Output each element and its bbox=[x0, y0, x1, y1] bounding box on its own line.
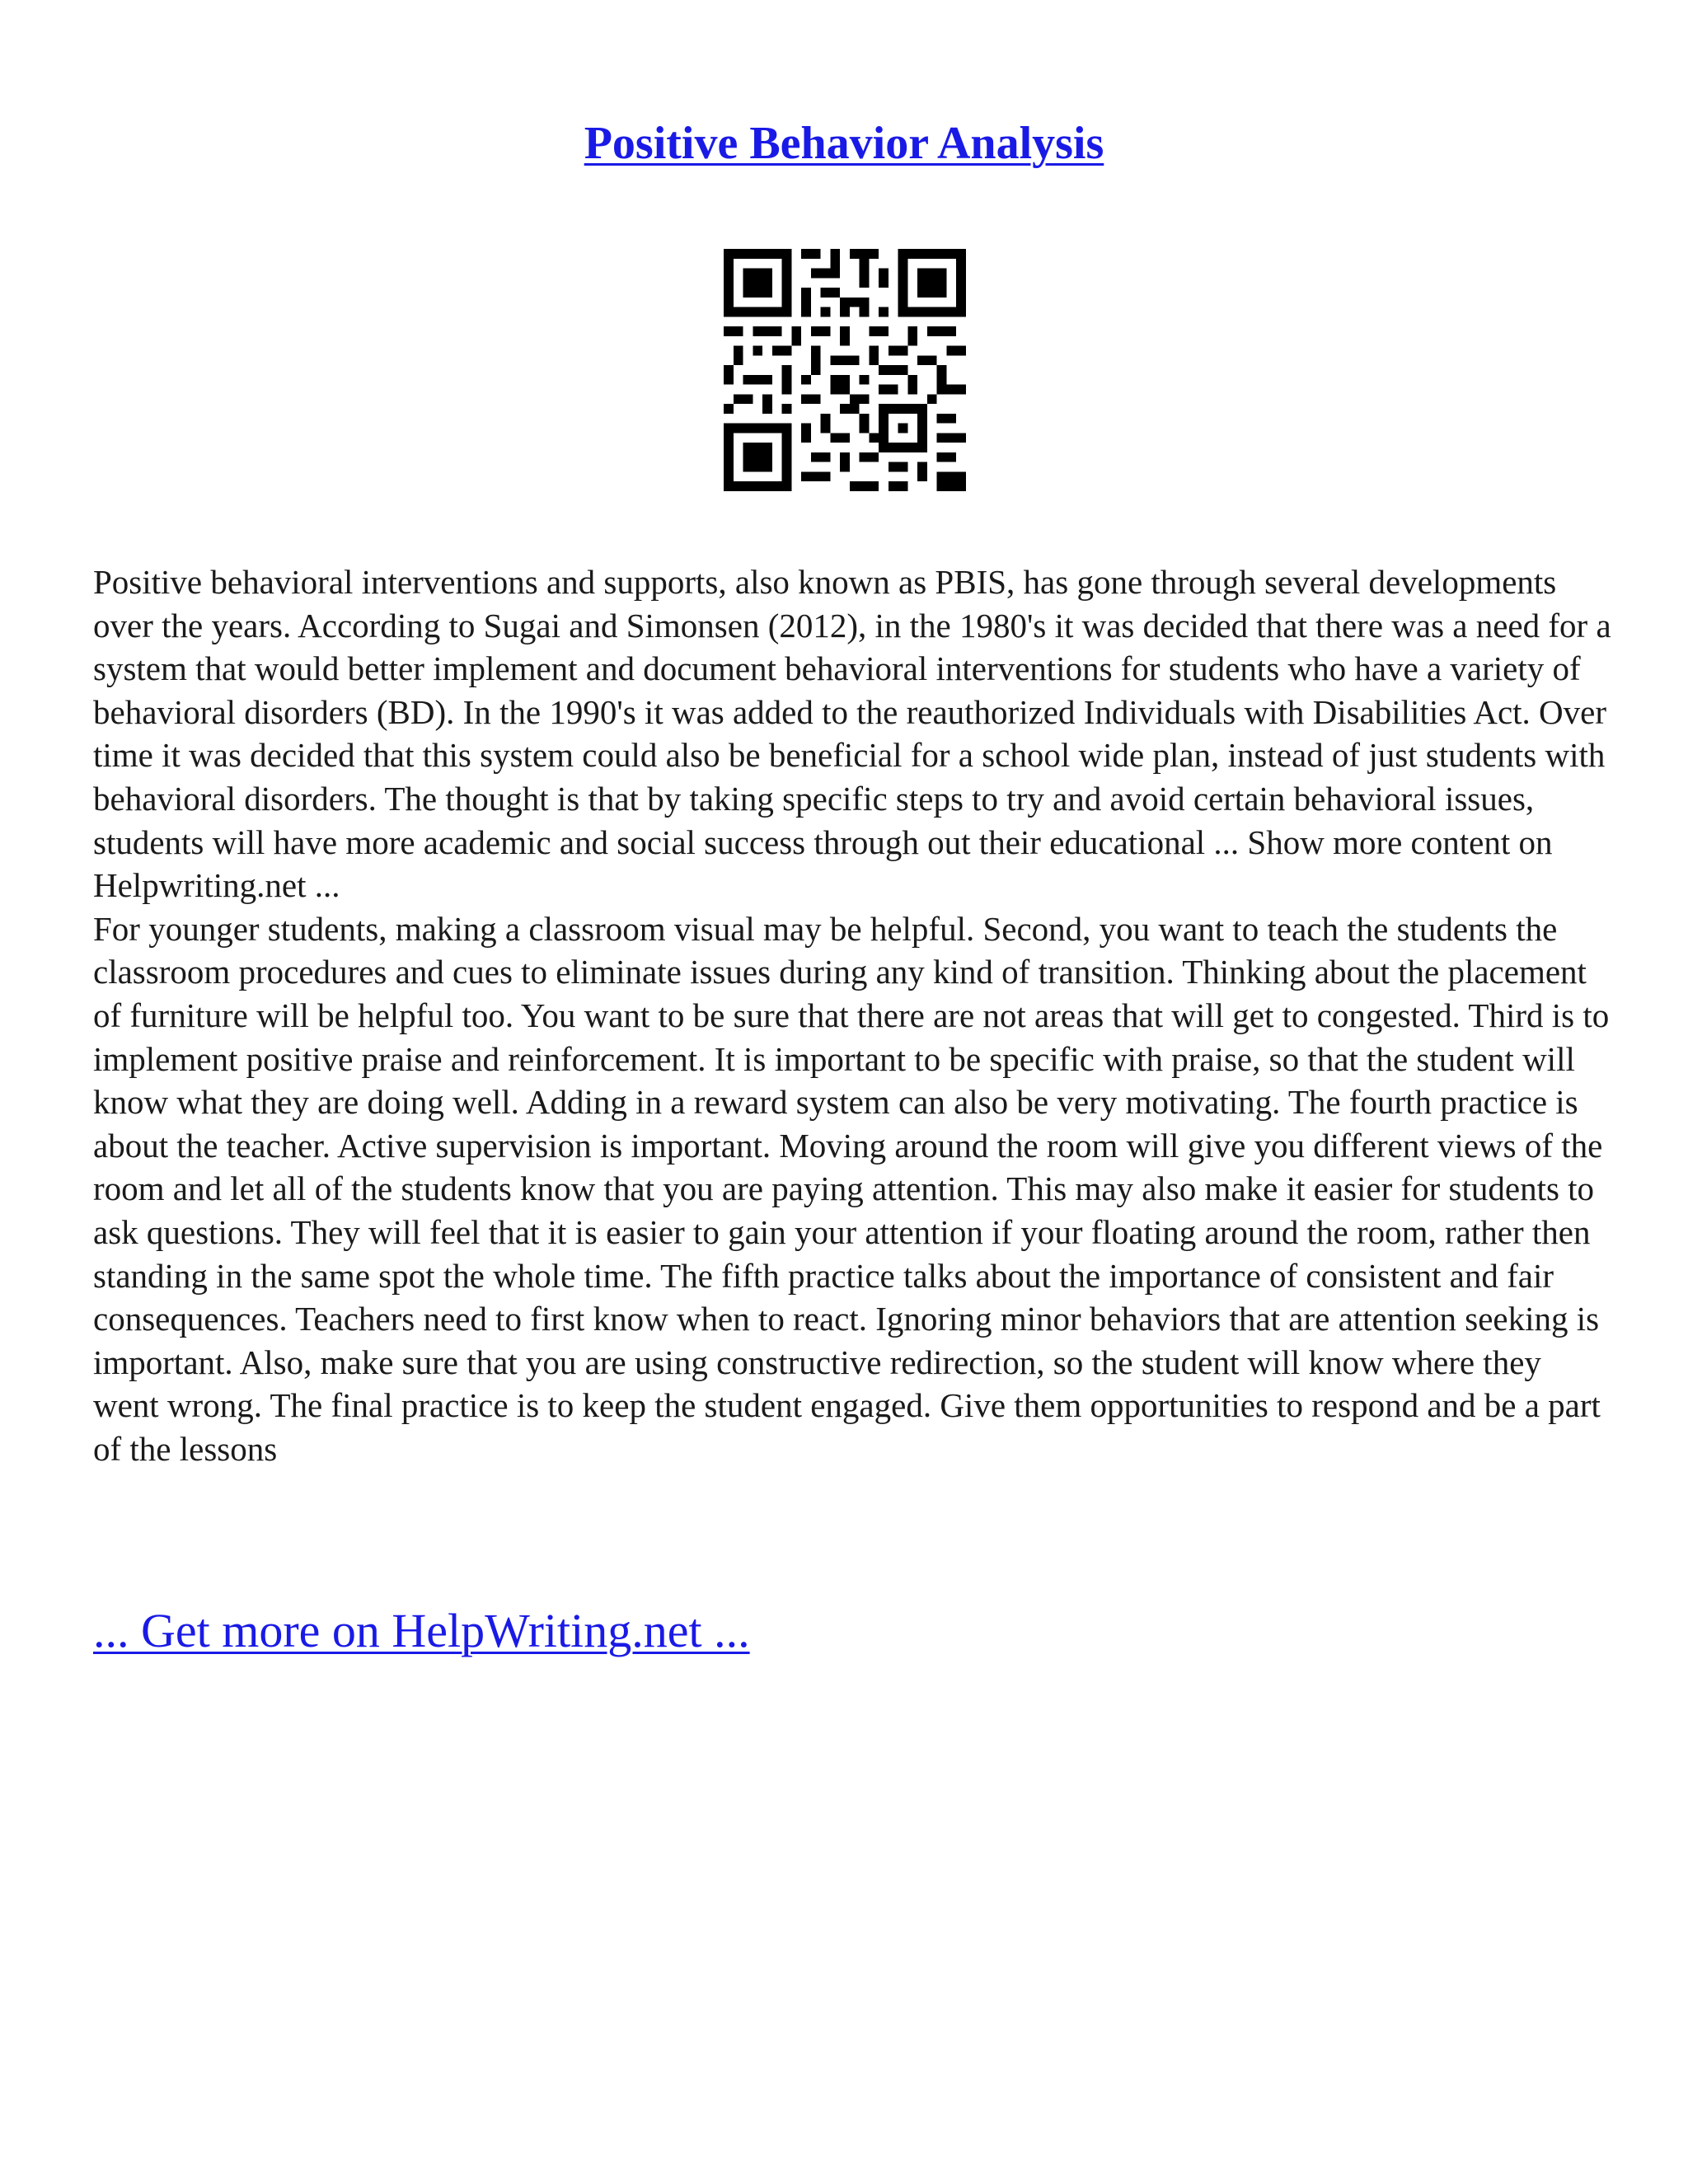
title-link[interactable]: Positive Behavior Analysis bbox=[584, 118, 1104, 169]
article-body bbox=[93, 560, 1614, 1470]
article-paragraph-1: Positive behavioral interventions and supports, also known as PBIS, has gone through several developments over the years. According to Sugai and Simonsen (2012), in the 1980's it was decided that there was a need for a system that would better implement and document behavioral interventions for students who have a variety of behavioral disorders (BD). In the 1990's it was added to the reauthorized Individuals with Disabilities Act. Over time it was decided that this system could also be beneficial for a school wide plan, instead of just students with behavioral disorders. The thought is that by taking specific steps to try and avoid certain behavioral issues, students will have more academic and social success through out their educational ... Show more content on Helpwriting.net ... bbox=[93, 563, 1611, 905]
get-more-link-container bbox=[93, 1604, 750, 1658]
qr-code-icon bbox=[724, 249, 966, 491]
get-more-link[interactable]: ... Get more on HelpWriting.net ... bbox=[93, 1604, 750, 1657]
article-paragraph-2: For younger students, making a classroom visual may be helpful. Second, you want to teach the students the classroom procedures and cues to eliminate issues during any kind of transition. Thinking about the placement of furniture will be helpful too. You want to be sure that there are not areas that will get to congested. Third is to implement positive praise and reinforcement. It is important to be specific with praise, so that the student will know what they are doing well. Adding in a reward system can also be very motivating. The fourth practice is about the teacher. Active supervision is important. Moving around the room will give you different views of the room and let all of the students know that you are paying attention. This may also make it easier for students to ask questions. They will feel that it is easier to gain your attention if your floating around the room, rather then standing in the same spot the whole time. The fifth practice talks about the importance of consistent and fair consequences. Teachers need to first know when to react. Ignoring minor behaviors that are attention seeking is important. Also, make sure that you are using constructive redirection, so the student will know where they went wrong. The final practice is to keep the student engaged. Give them opportunities to respond and be a part of the lessons bbox=[93, 909, 1610, 1468]
page-title bbox=[0, 115, 1688, 171]
